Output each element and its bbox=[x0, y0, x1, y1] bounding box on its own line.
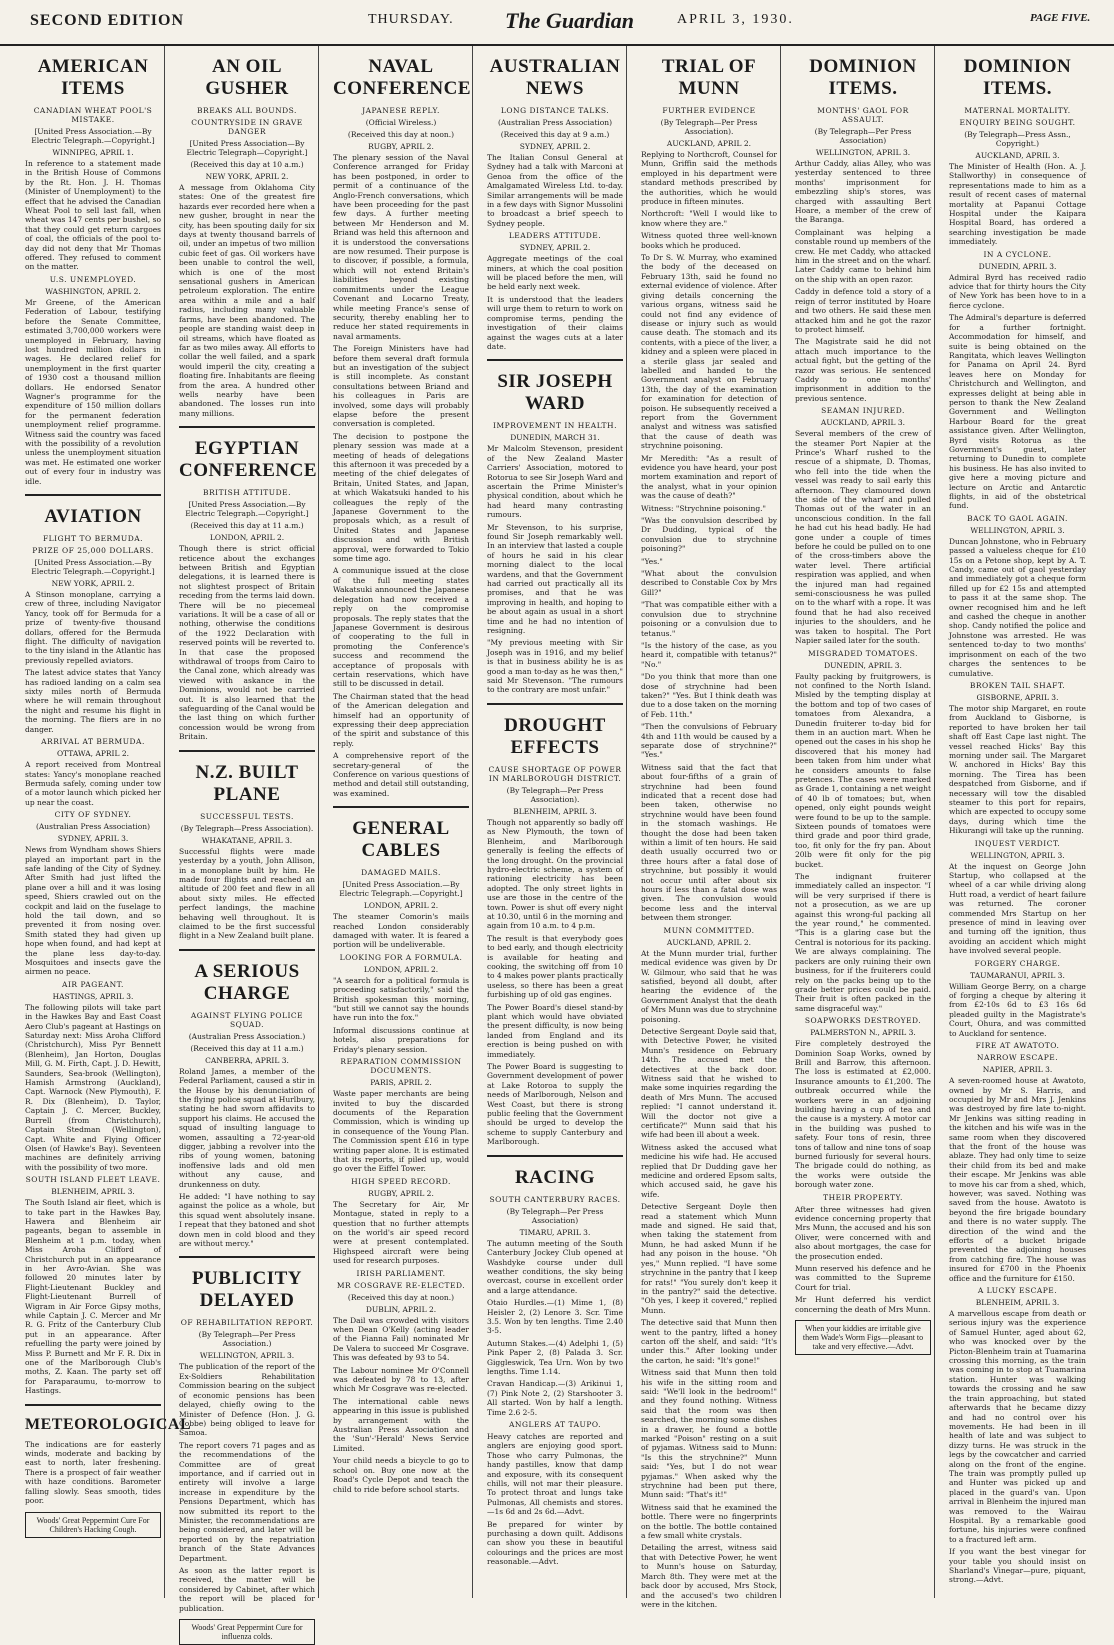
wire-credit: (Received this day at noon.) bbox=[347, 130, 455, 139]
article-paragraph: Waste paper merchants are being invited to buy the discarded documents of the Reparation Commission, which is winding up in consequence of the Young Plan. The Commission spent £16 in type writing paper alone. It is estimated that its reports, if piled up, would go over the Eiffel Tower. bbox=[333, 1089, 469, 1174]
article-paragraph: Arthur Caddy, alias Alley, who was yesterday sentenced to three months' imprisonment for embezzling ship's stores, was charged with assaulting Bert Hoare, a member of the crew of the Baranga. bbox=[795, 159, 931, 225]
advertisement: When your kiddies are irritable give them Wade's Worm Figs—pleasant to take and very effective.—Advt. bbox=[795, 1320, 931, 1355]
article-paragraph: Faulty packing by fruitgrowers, is not confined to the North Island. Misled by the tempting display at the bottom and top of two cases of tomatoes from Alexandra, a Dunedin fruiterer to-day bid for them in an auction mart. When he opened out the cases in his shop he discovered that his money had been taken from him under what he considers amounts to false pretences. The cases were marked as Grade 1, containing a net weight of 40 lb of tomatoes; but, when opened, only eight pounds weight were found to be up to the sample. Sixteen pounds of tomatoes were third grade and poor third grade, too, fit only for the fry pan. About 20lb were fit only for the pig bucket. bbox=[795, 671, 932, 869]
wire-credit: [United Press Association.—By Electric Telegraph.—Copyright.] bbox=[31, 127, 155, 145]
dateline: BLENHEIM, APRIL 3. bbox=[513, 806, 597, 816]
article-paragraph: The publication of the report of the Ex-Soldiers Rehabilitation Commission bearing on the subject of economic pensions has been delayed, chiefly owing to the Minister of Defence (Hon. J. G. Cobbe) being obliged to leave for Samoa. bbox=[179, 1362, 315, 1438]
dateline: DUBLIN, APRIL 2. bbox=[365, 1304, 437, 1314]
article-paragraph: It is understood that the leaders will urge them to return to work on compromise terms, pending the investigation of their claims against the wages cuts at a later date. bbox=[487, 294, 623, 351]
article-paragraph: The indications are for easterly winds, moderate and backing by east to north, later freshening. There is a prospect of fair weather with haze conditions. Barometer falling slowly. Seas smooth, tides poor. bbox=[25, 1439, 161, 1506]
article-paragraph: "That was compatible either with a convulsion due to strychnine poisoning or a convulsion due to tetanus." bbox=[641, 600, 777, 638]
column-7 bbox=[946, 46, 1089, 1598]
wire-credit: (By Telegraph—Per Press Association). bbox=[660, 118, 758, 136]
columns-area bbox=[22, 46, 1102, 1642]
subheading: CANADIAN WHEAT POOL'S MISTAKE. bbox=[33, 106, 153, 124]
subheading: FLIGHT TO BERMUDA. bbox=[42, 534, 144, 543]
subheading: HIGH SPEED RECORD. bbox=[351, 1176, 451, 1186]
subheading: INQUEST VERDICT. bbox=[974, 838, 1061, 848]
headline: N.Z. BUILT PLANE bbox=[195, 761, 299, 805]
article-paragraph: Witness: "Strychnine poisoning." bbox=[641, 503, 766, 513]
dateline: DUNEDIN, APRIL 3. bbox=[978, 261, 1057, 271]
subheading: BRITISH ATTITUDE. bbox=[203, 488, 291, 498]
article-paragraph: The Power Board's diesel stand-by plant which would have obviated the present difficulty, is now being landed from England and its erection is being pushed on with immediately. bbox=[487, 1002, 623, 1059]
column-rule bbox=[179, 949, 315, 951]
article-paragraph: Aggregate meetings of the coal miners, at which the coal position will be placed before the men, will be held early next week. bbox=[487, 254, 623, 292]
article-paragraph: "Is the history of the case, as you heard it, compatible with tetanus?" "No." bbox=[641, 640, 777, 669]
subheading: PRIZE OF 25,000 DOLLARS. bbox=[32, 546, 154, 555]
wire-credit: (By Telegraph—Press Assn., Copyright.) bbox=[964, 130, 1071, 148]
newspaper-title: The Guardian bbox=[505, 8, 634, 33]
subheading: CITY OF SYDNEY. bbox=[54, 810, 132, 820]
wire-credit: (Received this day at 10 a.m.) bbox=[190, 160, 304, 169]
dateline: AUCKLAND, APRIL 2. bbox=[666, 937, 752, 947]
article-paragraph: "Do you think that more than one dose of strychnine had been taken?" "Yes. But I think death was due to a dose taken on the morning of Feb. 11th." bbox=[641, 672, 777, 719]
subheading: OF REHABILITATION REPORT. bbox=[180, 1318, 314, 1328]
article-paragraph: A report received from Montreal states: Yancy's monoplane reached Bermuda safely, coming under tow of a motor launch which picked her up near the coast. bbox=[25, 760, 161, 807]
article-paragraph: As soon as the latter report is received, the matter will be considered by Cabinet, after which the report will be placed for publication. bbox=[179, 1566, 315, 1613]
advertisement: Woods' Great Peppermint Cure For Children's Hacking Cough. bbox=[25, 1512, 161, 1538]
article-paragraph: Roland James, a member of the Federal Parliament, caused a stir in the House by his denunciation of the flying police squad at Hurlbury, stating he had sworn affidavits to support his claims. He accused the squad of insulting language to women, assaulting a 72-year-old digger, jabbing a revolver into the ribs of young women, batoning inoffensive lads and old men without any cause, and drunkenness on duty. bbox=[179, 1066, 315, 1189]
dateline: DUNEDIN, APRIL 3. bbox=[824, 660, 902, 670]
headline: RACING bbox=[514, 1166, 596, 1188]
wire-credit: (Received this day at 9 a.m.) bbox=[500, 130, 610, 139]
dateline: BLENHEIM, APRIL 3. bbox=[51, 1187, 135, 1197]
article-paragraph: News from Wyndham shows Shiers played an important part in the safe landing of the City of Sydney. After Smith had just lifted the plane over a hill and it was losing speed, Shiers crawled out on the cockpit and laid on the fuselage to hold the tail down, and so prevented it from nosing over. Smith stated they had given up hope when found, and had kept at the plane less day-to-day. Mosquitoes and insects gave the airmen no peace. bbox=[25, 845, 161, 977]
article-paragraph: The Admiral's departure is deferred for a further fortnight. Accommodation for himself, and suite is being obtained on the Rangitata, which leaves Wellington for Panama on April 24. Byrd leaves here on Monday for Christchurch and Wellington, and expresses delight at being able in person to thank the New Zealand Government and Wellington Harbour Board for the great assistance given. After Wellington, Byrd visits Rotorua as the Government's guest, later returning to Dunedin to complete his business. He has also invited to give here a moving picture and lecture on Arctic and Antarctic flights, in aid of the obstetrical fund. bbox=[949, 313, 1086, 511]
dateline: AUCKLAND, APRIL 3. bbox=[975, 151, 1060, 160]
headline: DROUGHT EFFECTS bbox=[504, 714, 606, 758]
edition-label: SECOND EDITION bbox=[30, 12, 185, 29]
column-1 bbox=[22, 46, 192, 1598]
dateline: AUCKLAND, APRIL 2. bbox=[666, 139, 752, 148]
article-paragraph: Witness said that he examined the bottle. There were no fingerprints on the bottle. The bottle contained a few small white crystals. bbox=[641, 1502, 777, 1541]
column-rule bbox=[487, 359, 623, 361]
dateline: OTTAWA, APRIL 2. bbox=[56, 749, 130, 759]
subheading: ARRIVAL AT BERMUDA. bbox=[41, 737, 145, 747]
subheading: MISGRADED TOMATOES. bbox=[808, 648, 918, 658]
subheading: MR COSGRAVE RE-ELECTED. bbox=[336, 1280, 466, 1290]
article-paragraph: "Was the convulsion described by Dr Dudding, typical of the convulsion due to strychnine poisoning?" bbox=[641, 516, 777, 554]
headline: AUSTRALIAN NEWS bbox=[489, 56, 621, 99]
advertisement: Woods' Great Peppermint Cure for influenza colds. bbox=[179, 1619, 315, 1645]
subheading: LONG DISTANCE TALKS. bbox=[500, 106, 610, 115]
article-paragraph: Though there is strict official reticence about the exchanges between British and Egyptian delegations, it is learned there is not slightest prospect of Britain receding from the terms laid down. There will be no piecemeal variations. It will be a case of all or nothing, otherwise the conditions of the 1922 Declaration with reserved points will be reverted to. In that case the proposed withdrawal of troops from Cairo to the Canal zone, which already was viewed with askance in the Dominions, would not be carried out. It is also learned that the safeguarding of the Canal would be the last thing on which further concession would be wrong from Britain. bbox=[179, 544, 315, 742]
wire-credit: [United Press Association.—By Electric Telegraph.—Copyright.] bbox=[185, 500, 309, 519]
article-paragraph: The Chairman stated that the head of the American delegation and himself had an opportunity of expressing their deep appreciation of the spirit and substance of this reply. bbox=[333, 691, 469, 748]
article-paragraph: A communique issued at the close of the full meeting states Wakatsuki announced the Japanese delegation had now received a reply on the compromise proposals. The reply states that the Japanese Government is desirous of cooperating to the full in promoting the Conference's success and recommend the acceptance of proposals with certain reservations, which have still to be discussed in detail. bbox=[333, 566, 469, 689]
article-paragraph: The report covers 71 pages and as the recommendations of the Committee are of great importance, and if carried out in entirety will involve a large increase in expenditure by the Pensions Department, which has now submitted its report to the Minister, the recommendations are being considered, and later will be reported on by the repatriation branch of the State Advances Department. bbox=[179, 1440, 315, 1563]
article-paragraph: "Then the convulsions of February 4th and 11th would be caused by a separate dose of strychnine?" "Yes." bbox=[641, 722, 777, 760]
article-paragraph: Mr Greene, of the American Federation of Labour, testifying before the Senate Committee, estimated 3,700,000 workers were unemployed in February, having lost hundred million dollars in wages. He declared relief for unemployment in the first quarter of 1930 cost a thousand million dollars. He endorsed Senator Wagner's programme for the expenditure of 150 million dollars for the permanent federation unemployment relief programme. Witness said the country was faced with the possibility of a revolution unless the unemployment situation was met. He estimated one worker out of every four in industry was idle. bbox=[25, 297, 161, 486]
dateline: RUGBY, APRIL 2. bbox=[368, 1188, 434, 1198]
dateline: WELLINGTON, APRIL 3. bbox=[815, 148, 911, 157]
subheading: IN A CYCLONE. bbox=[983, 249, 1052, 259]
article-paragraph: After three witnesses had given evidence concerning property that Mrs Munn, the accused and his son Oliver, were concerned with and also about mortgages, the case for the prosecution ended. bbox=[795, 1204, 931, 1261]
subheading: SOUTH ISLAND FLEET LEAVE. bbox=[25, 1175, 161, 1185]
headline: EGYPTIAN CONFERENCE bbox=[179, 438, 318, 482]
dateline: SYDNEY, APRIL 2. bbox=[519, 243, 591, 253]
article-paragraph: The latest advice states that Yancy has radioed landing on a calm sea sixty miles north of Bermuda where he will remain throughout the night and resume his flight in the morning. The fliers are in no danger. bbox=[25, 668, 161, 734]
subheading: IRISH PARLIAMENT. bbox=[356, 1268, 446, 1278]
dateline: WHAKATANE, APRIL 3. bbox=[201, 835, 293, 845]
article-paragraph: Though not apparently so badly off as New Plymouth, the town of Blenheim, and Marlborough generally is feeling the effects of the long drought. On the provincial hydro-electric scheme, a system of rationing electricity has been adopted. The only street lights in use are those in the centre of the town. Power is shut off every night at 10.30, until 6 in the morning and again from 10 a.m. to 4 p.m. bbox=[487, 817, 623, 931]
subheading: JAPANESE REPLY. bbox=[362, 106, 440, 115]
article-paragraph: The decision to postpone the plenary session was made at a meeting of heads of delegations this afternoon it was preceded by a meeting of the chief delegates of Britain, United States, and Japan, at which Wakatsuki handed to his colleagues the reply of the Japanese Government to the proposals which, as a result of United States and Japanese discussion and with British approval, were forwarded to Tokio some time ago. bbox=[333, 431, 469, 564]
subheading: FURTHER EVIDENCE bbox=[662, 106, 756, 115]
subheading: BREAKS ALL BOUNDS. bbox=[197, 106, 297, 115]
wire-credit: (Received this day at noon.) bbox=[347, 1292, 455, 1302]
headline: GENERAL CABLES bbox=[352, 818, 450, 862]
article-paragraph: Admiral Byrd has received radio advice that for thirty hours the City of New York has been hove to in a fierce cyclone. bbox=[949, 272, 1086, 310]
column-rule bbox=[333, 806, 469, 808]
subheading: U.S. UNEMPLOYED. bbox=[49, 274, 137, 284]
article-paragraph: Complainant was helping a constable round up members of the crew. He met Caddy, who attacked him in the street and on the wharf. Later Caddy came to behind him on the ship with an open razor. bbox=[795, 227, 931, 284]
page-number: PAGE FIVE. bbox=[1030, 12, 1091, 24]
headline: A SERIOUS CHARGE bbox=[194, 960, 300, 1004]
article-paragraph: "What about the convulsion described to Constable Cox by Mrs Gill?" bbox=[641, 569, 777, 597]
article-paragraph: The detective said that Munn then went to the pantry, lifted a honey carton off the shelf, and said: "It's under this." After looking under the carton, he said: "It's gone!" bbox=[641, 1318, 777, 1365]
article-paragraph: The Italian Consul General at Sydney had a talk with Marconi at Genoa from the office of the Amalgamated Wireless Ltd. to-day. Similar arrangements will be made in a few days with Signor Mussolini to broadcast a brief speech to Sydney people. bbox=[487, 153, 623, 228]
column-3 bbox=[330, 46, 473, 1598]
dateline: BLENHEIM, APRIL 3. bbox=[975, 1298, 1060, 1308]
article-paragraph: Detective Sergeant Doyle said that, with Detective Power, he visited Munn's residence on February 14th. The accused met the detectives at the back door. Witness said that he wished to make some inquiries regarding the death of Mrs Munn. The accused replied: "I cannot understand it. Will the doctor not give a certificate?" Munn said that his wife had been ill about a week. bbox=[641, 1026, 777, 1140]
wire-credit: (Australian Press Association) bbox=[35, 822, 151, 832]
dateline: WINNIPEG, APRIL 1. bbox=[52, 148, 134, 157]
wire-credit: (By Telegraph—Per Press Association) bbox=[814, 127, 912, 145]
column-6 bbox=[792, 46, 935, 1598]
dateline: RUGBY, APRIL 2. bbox=[368, 142, 434, 151]
subheading: ANGLERS AT TAUPO. bbox=[509, 1420, 601, 1429]
article-paragraph: "Yes." bbox=[641, 556, 663, 566]
subheading: AGAINST FLYING POLICE SQUAD. bbox=[190, 1010, 304, 1029]
article-paragraph: Witness quoted three well-known books which he produced. bbox=[641, 231, 777, 250]
subheading: LEADERS ATTITUDE. bbox=[508, 231, 602, 241]
article-paragraph: To Dr S. W. Murray, who examined the body of the deceased on February 13th, said he found no external evidence of violence. After giving details concerning the various organs, witness said he could not find any evidence of disease or injury such as would cause death. The stomach and its contents, with a piece of the liver, a kidney and a spleen were placed in a sterile glass jar sealed and labelled and handed to the Government analyst on February 13th, the day of the examination for examination for detection of poison. He subsequently received a report from the Government analyst and witness was satisfied that the cause of death was strychnine poisoning. bbox=[641, 253, 777, 451]
article-paragraph: "A search for a political formula is proceeding satisfactorily," said the British spokesman this morning, "but still we cannot say the hounds have run into the fox." bbox=[333, 975, 469, 1023]
subheading: IMPROVEMENT IN HEALTH. bbox=[493, 421, 617, 431]
article-paragraph: Witness said that the fact that about four-fifths of a grain of strychnine had been found indicated that a recent dose had been taken, otherwise no strychnine would have been found in the stomach washings. He thought the dose had been taken within a limit of ten hours. He said death usually occurred two or three hours after a fatal dose of strychnine, but possibly it would not occur until after about six hours if less than a fatal dose was given. The convulsion would become less and the interval between them stronger. bbox=[641, 762, 777, 923]
column-rule bbox=[487, 1155, 623, 1157]
column-rule bbox=[179, 426, 315, 428]
dateline: WELLINGTON, APRIL 3. bbox=[970, 525, 1065, 535]
article-paragraph: At the Munn murder trial, further medical evidence was given by Dr W. Gilmour, who said that he was satisfied, beyond all doubt, after hearing the evidence of the Government Analyst that the death of Mrs Munn was due to strychnine poisoning. bbox=[641, 948, 777, 1024]
wire-credit: (By Telegraph—Per Press Association) bbox=[506, 1206, 604, 1225]
wire-credit: (Received this day at 11 a.m.) bbox=[190, 1043, 304, 1053]
subheading: A LUCKY ESCAPE. bbox=[977, 1286, 1058, 1296]
article-paragraph: Be prepared for winter by purchasing a down quilt. Addisons can show you these in beautiful colourings and the prices are most reasonable.—Advt. bbox=[487, 1519, 623, 1567]
headline: METEOROLOGICAL bbox=[25, 1415, 192, 1433]
headline: AVIATION bbox=[44, 506, 142, 527]
subheading: COUNTRYSIDE IN GRAVE DANGER bbox=[191, 118, 303, 136]
headline: SIR JOSEPH WARD bbox=[497, 371, 613, 415]
subheading: SOAPWORKS DESTROYED. bbox=[804, 1016, 922, 1026]
article-paragraph: Mr Hunt deferred his verdict concerning the death of Mrs Munn. bbox=[795, 1295, 931, 1314]
article-paragraph: Otaio Hurdles.—(1) Mime 1, (8) Heisler 2, (2) Lenore 3. Scr. Time 3.5. Won by ten lengths. Time 2.40 3-5. bbox=[487, 1298, 623, 1336]
article-paragraph: Autumn Stakes.—(4) Adelphi 1, (5) Pink Paper 2, (8) Palada 3. Scr. Giggleswick, Tea Urn. Won by two lengths. Time 1.14. bbox=[487, 1338, 623, 1376]
article-paragraph: Cravan Handicap.—(3) Arikinui 1, (7) Pink Note 2, (2) Starshooter 3. All started. Won by half a length. Time 2.6 2-5. bbox=[487, 1379, 623, 1417]
subheading: SUCCESSFUL TESTS. bbox=[200, 811, 294, 821]
subheading: REPARATION COMMISSION DOCUMENTS. bbox=[340, 1057, 462, 1076]
article-paragraph: Several members of the crew of the steamer Port Napier at the Prince's Wharf rushed to the rescue of a shipmate, D. Thomas, who fell into the tide when the vessel was ready to sail early this afternoon. They clamoured down the side of the wharf and pulled Thomas out of the water in an unconscious condition. In the fall he had cut his head badly. He had gone under a couple of times before he could be pulled on to one of the cross-timbers above the water level. There artificial respiration was applied, and when the injured man had regained semi-consciousness he was pulled on to the wharf with a rope. It was found that he had also received injuries to the shoulders, and he was taken to hospital. The Port Napier sailed later for the south. bbox=[795, 429, 931, 646]
column-rule bbox=[179, 750, 315, 752]
article-paragraph: Detailing the arrest, witness said that with Detective Power, he went to Munn's house on Saturday, March 8th. They were met at the back door by accused, Mrs Stock, and the accused's two children were in the kitchen. bbox=[641, 1543, 777, 1609]
article-paragraph: The Minister of Health (Hon. A. J. Stallworthy) in consequence of representations made to him as a result of recent cases of maternal mortality at Papanui Cottage Hospital under the Kaipara Hospital Board, has ordered a searching investigation be made immediately. bbox=[949, 162, 1086, 247]
article-paragraph: Caddy in defence told a story of a reign of terror instituted by Hoare and two others. He said these men attacked him and he got the razor to protect himself. bbox=[795, 287, 931, 334]
subheading: MONTHS' GAOL FOR ASSAULT. bbox=[817, 106, 909, 124]
subheading: ENQUIRY BEING SOUGHT. bbox=[959, 118, 1076, 127]
dateline: WELLINGTON, APRIL 3. bbox=[970, 850, 1065, 860]
article-paragraph: The Secretary for Air, Mr Montague, stated in reply to a question that no further attempts on the world's air speed record were at present contemplated. Highspeed aircraft were being used for research purposes. bbox=[333, 1199, 469, 1266]
article-paragraph: The Labour nominee Mr O'Connell was defeated by 78 to 13, after which Mr Cosgrave was re-elected. bbox=[333, 1365, 469, 1394]
article-paragraph: Northcroft: "Well I would like to know where they are." bbox=[641, 209, 777, 228]
article-paragraph: A message from Oklahoma City states: One of the greatest fire hazards ever recorded here when a new gusher, brought in near the city, has been spouting daily for six days at twenty thousand barrels of oil, under an impetus of two million cubic feet of gas. Oil workers have been unable to control the well, which is one of the most sensational gushers in American petroleum exploration. The entire area within a mile and a half radius, including many valuable farms, have been abandoned. The people are standing waist deep in oil streams, which have floated as far as two miles away. All efforts to collar the well failed, and a spark would imperil the city, creating a floating fire. Inhabitants are fleeing from the area. A hundred other wells nearby have been abandoned. The losses run into many millions. bbox=[179, 183, 315, 418]
wire-credit: (Australian Press Association.) bbox=[188, 1031, 306, 1041]
dateline: LONDON, APRIL 2. bbox=[363, 964, 439, 974]
headline: NAVAL CONFERENCE bbox=[333, 56, 472, 99]
article-paragraph: In reference to a statement made in the British House of Commons by the Rt. Hon. J. H. Thomas (Minister of Unemployment) to the effect that he advised the Canadian Wheat Pool to sell last fall, when wheat was 147 cents per bushel, so that they could get return cargoes of coal, the officials of the pool to-day did not deny that Mr Thomas offered. They refused to comment on the matter. bbox=[25, 159, 161, 272]
article-paragraph: Your child needs a bicycle to go to school on. Buy one now at the Road's Cycle Depot and teach the child to ride before school starts. bbox=[333, 1456, 469, 1494]
dateline: PARIS, APRIL 2. bbox=[370, 1078, 432, 1088]
subheading: DAMAGED MAILS. bbox=[361, 868, 441, 878]
article-paragraph: The Power Board is suggesting to Government development of power at Lake Rotoroa to supply the needs of Marlborough, Nelson and West Coast, but there is strong public feeling that the Government should be urged to develop the scheme to supply Canterbury and Marlborough. bbox=[487, 1062, 623, 1147]
subheading: SEAMAN INJURED. bbox=[821, 406, 905, 416]
headline: PUBLICITY DELAYED bbox=[191, 1268, 303, 1312]
column-5 bbox=[638, 46, 781, 1609]
subheading: CAUSE SHORTAGE OF POWER IN MARLBOROUGH DISTRICT. bbox=[488, 764, 622, 783]
headline: TRIAL OF MUNN bbox=[661, 56, 757, 99]
dateline: LONDON, APRIL 2. bbox=[363, 901, 439, 911]
column-4 bbox=[484, 46, 627, 1598]
weekday-label: THURSDAY. bbox=[368, 12, 454, 27]
headline: AN OIL GUSHER bbox=[205, 56, 289, 99]
article-paragraph: The indignant fruiterer immediately called an inspector. "I will be very surprised if there is not a prosecution, as we are up against this wrong-ful packing all the year round," he commented. "This is a glaring case but the Central is notorious for its packing. We are always complaining. The packers are only ruining their own business, for if the fruiterers could rely on the packs being up to the grade better prices could be paid. Their fruit is often packed in the same disgraceful way." bbox=[795, 872, 931, 1013]
subheading: LOOKING FOR A FORMULA. bbox=[339, 952, 463, 962]
article-paragraph: Fire completely destroyed the Dominion Soap Works, owned by Brill and Barrow, this afternoon. The loss is estimated at £2,000. Insurance amounts to £1,200. The outbreak occurred while the workers were in an adjoining building having a cup of tea and the cause is a mystery. A motor car in the building was pushed to safety. Four tons of resin, three tons of tallow and nine tons of soap burned furiously for several hours. The brigade could do nothing, as the works were outside the borough water zone. bbox=[795, 1039, 931, 1190]
dateline: HASTINGS, APRIL 3. bbox=[52, 991, 134, 1001]
article-paragraph: Duncan Johnstone, who in February passed a valueless cheque for £10 15s on a Petone shop, kept by A. T. Candy, came out of gaol yesterday and immediately got a cheque form filled up for £2 15s and attempted to pass it at the same shop. The owner recognised him and he left and cashed the cheque in another shop. Candy notified the police and Johnstone was arrested. He was sentenced to-day to two months' imprisonment on each of the two charges the sentences to be cumulative. bbox=[949, 536, 1086, 678]
column-rule bbox=[25, 1404, 161, 1406]
wire-credit: (By Telegraph—Press Association). bbox=[180, 823, 314, 833]
wire-credit: (Official Wireless.) bbox=[365, 118, 437, 127]
article-paragraph: At the inquest on George John Startup, who collapsed at the wheel of a car while driving along Hutt road, a verdict of heart failure was returned. The coroner commended Mrs Startup on her presence of mind in leaving over and turning off the ignition, thus avoiding an accident which might have involved several people. bbox=[949, 861, 1086, 956]
subheading: FIRE AT AWATOTO. bbox=[975, 1041, 1060, 1051]
wire-credit: (Australian Press Association) bbox=[497, 118, 613, 127]
column-2 bbox=[176, 46, 319, 1642]
article-paragraph: Witness said that Munn then told his wife in the sitting room and said: "We'll look in the bedroom!" and they found nothing. Witness said that the room was then searched, the morning some dishes in a drawer, he found a bottle marked "Poison" resting on a suit of pyjamas. Witness said to Munn: "Is this the strychnine?" Munn said: "Yes, but I do not wear pyjamas." When asked why the strychnine had been put there, Munn said: "That's it!" bbox=[641, 1368, 777, 1500]
article-paragraph: Mr Meredith: "As a result of evidence you have heard, your post mortem examination and report of the analyst, what in your opinion was the cause of death?" bbox=[641, 453, 777, 501]
article-paragraph: The steamer Comorin's mails reached London considerably damaged with water. It is feared a portion will be undeliverable. bbox=[333, 912, 469, 950]
issue-date: APRIL 3, 1930. bbox=[677, 12, 794, 27]
dateline: TAUMARANUI, APRIL 3. bbox=[970, 970, 1065, 980]
dateline: CANBERRA, APRIL 3. bbox=[205, 1055, 289, 1065]
subheading: MATERNAL MORTALITY. bbox=[964, 106, 1071, 115]
dateline: NEW YORK, APRIL 2. bbox=[205, 172, 289, 181]
wire-credit: (Received this day at 11 a.m.) bbox=[190, 521, 304, 531]
column-rule bbox=[487, 703, 623, 705]
dateline: WELLINGTON, APRIL 3. bbox=[199, 1351, 295, 1361]
article-paragraph: Detective Sergeant Doyle then read a statement which Munn made and signed. He said that, when taking the statement from Munn, he had asked Munn if he had any poison in the house. "Oh yes," Munn replied. "I have some strychnine in the pantry that I keep for rats!" "You surely don't keep it in the pantry?" said the detective. "Oh yes, I keep it covered," replied Munn. bbox=[641, 1202, 777, 1315]
dateline: AUCKLAND, APRIL 3. bbox=[820, 418, 906, 428]
headline: AMERICAN ITEMS bbox=[37, 56, 149, 99]
subheading: BACK TO GAOL AGAIN. bbox=[967, 513, 1068, 523]
article-paragraph: A comprehensive report of the secretary-general of the Conference on various questions of method and detail still outstanding, was examined. bbox=[333, 751, 469, 798]
dateline: NAPIER, APRIL 3. bbox=[982, 1065, 1053, 1075]
dateline: LONDON, APRIL 2. bbox=[209, 533, 285, 543]
article-paragraph: Replying to Northcroft, Counsel for Munn, Griffin said the methods employed in his department were standard methods prescribed by the authorities, which he would produce in fifteen minutes. bbox=[641, 150, 777, 207]
masthead bbox=[0, 0, 1114, 46]
article-paragraph: Munn reserved his defence and he was committed to the Supreme Court for trial. bbox=[795, 1264, 931, 1292]
dateline: DUNEDIN, MARCH 31. bbox=[510, 433, 600, 443]
wire-credit: [United Press Association.—By Electric Telegraph.—Copyright.] bbox=[31, 558, 155, 576]
article-paragraph: The motor ship Margaret, en route from Auckland to Gisborne, is reported to have broken her tail shaft off East Cape last night. The vessel reached Hicks' Bay this morning under sail. The Margaret W. anchored in Hicks' Bay this morning. The Tirea has been despatched from Gisborne, and if necessary will tow the disabled steamer to this port for repairs, which are expected to occupy some days, during which time the Hikurangi will take up the running. bbox=[949, 703, 1086, 836]
article-paragraph: Witness asked the accused what medicine his wife had. He accused replied that Dr Dudding gave her medicine and ordered Epsom salts, which accused said, he gave his wife. bbox=[641, 1142, 777, 1199]
column-rule bbox=[25, 494, 161, 496]
article-paragraph: William George Berry, on a charge of forging a cheque by altering it from £2-10s 6d to £3 16s 6d pleaded guilty in the Magistrate's Court, Ohura, and was committed to Auckland for sentence. bbox=[949, 981, 1086, 1038]
article-paragraph: A marvellous escape from death or serious injury was the experience of Samuel Hunter, aged about 62, who was knocked over by the Picton-Blenheim train at Tuamarina crossing this morning, as the train was coming in to stop at Tuamarina station. Hunter was walking towards the crossing and he saw the train approaching, but stated afterwards that he became dizzy and had no control over his movements. He had been in ill health of late and was subject to dizzy turns. He was struck in the legs by the cowcatcher and carried along on the front of the engine. The train was promptly pulled up and Hunter was picked up and placed in the guard's van. Upon arrival in Blenheim the injured man was removed to the Wairau Hospital. By a remarkable good fortune, his injuries were confined to a fractured left arm. bbox=[949, 1309, 1086, 1544]
article-paragraph: Mr Stevenson, to his surprise, found Sir Joseph remarkably well. In an interview that lasted a couple of hours he said in his clear morning dialect to the local wardens, and that the Government had carried out practically all its promises, and that he was improving in health, and hoping to be about again as usual in a short time and he had no intention of resigning. bbox=[487, 522, 623, 636]
wire-credit: (By Telegraph—Per Press Association). bbox=[506, 785, 604, 804]
article-paragraph: The autumn meeting of the South Canterbury Jockey Club opened at Washdyke course under dull weather conditions, the sky being overcast, course in excellent order and a large attendance. bbox=[487, 1238, 623, 1295]
headline: DOMINION ITEMS. bbox=[809, 56, 917, 99]
article-paragraph: The international cable news appearing in this issue is published by arrangement with the Australian Press Association and the 'Sun'-'Herald' News Service Limited. bbox=[333, 1396, 469, 1453]
article-paragraph: Mr Malcolm Stevenson, president of the New Zealand Master Carriers' Association, motored to Rotorua to see Sir Joseph Ward and ascertain the Prime Minister's physical condition, about which he had heard many contrasting rumours. bbox=[487, 444, 623, 520]
dateline: SYDNEY, APRIL 3. bbox=[57, 834, 129, 844]
article-paragraph: The result is that everybody goes to bed early, and though electricity is available for heating and cooking, the switching off from 10 to 4 makes power plants practically useless, so there has been a great furbishing up of old gas engines. bbox=[487, 933, 623, 1000]
dateline: WASHINGTON, APRIL 2. bbox=[45, 286, 141, 296]
article-paragraph: "My previous meeting with Sir Joseph was in 1916, and my belief is that in business ability he is as good a man to-day as he was then," said Mr Stevenson. "The rumours to the contrary are most unfair." bbox=[487, 638, 623, 695]
dateline: SYDNEY, APRIL 2. bbox=[519, 142, 591, 151]
column-rule bbox=[179, 1256, 315, 1258]
article-paragraph: He added: "I have nothing to say against the police as a whole, but this squad went absolutely insane. I repeat that they batoned and shot down men in cold blood and they are without mercy." bbox=[179, 1192, 315, 1249]
wire-credit: [United Press Association—By Electric Telegraph—Copyright.] bbox=[186, 139, 308, 157]
subheading: MUNN COMMITTED. bbox=[663, 925, 755, 935]
article-paragraph: The South Island air fleet, which is to take part in the Hawkes Bay, Hawera and Blenheim air pageants, began to assemble in Blenheim at 1 p.m. today, when Miss Aroha Clifford of Christchurch put in an appearance in her Avro-Avian. She was followed 20 minutes later by Flight-Lieutenant Buckley and Flight-Lieutenant Burrell of Wigram in Air Force Gipsy moths, while Captain J. C. Mercer and Mr R. G. Fritz of the Canterbury Club put in an appearance. After refuelling the party were joined by Miss P. Burnett and Mr F. R. Dix in one of the Marlborough Club's moths, Z. Kaan. The party set off for Paraparaumu, to-morrow to Hastings. bbox=[25, 1198, 161, 1396]
subheading: NARROW ESCAPE. bbox=[976, 1053, 1059, 1063]
dateline: TIMARU, APRIL 3. bbox=[519, 1227, 591, 1237]
article-paragraph: A seven-roomed house at Awatoto, owned by Mr S. Harris, and occupied by Mr and Mrs J. Jenkins was destroyed by fire late to-night. Mr Jenkins was sitting reading in the kitchen and his wife was in the same room when they discovered that the front of the house was ablaze. They had only time to seize their child from its bed and make their escape. Mr Jenkins was able to move his car from a shed, which, however, was saved. Nothing was saved from the house. Awatoto is beyond the fire brigade boundary and there is no water supply. The direction of the wind and the efforts of a bucket brigade prevented the adjoining houses from catching fire. The house was insured for £700 in the Phoenix office and the furniture for £150. bbox=[949, 1076, 1086, 1283]
dateline: PALMERSTON N., APRIL 3. bbox=[810, 1028, 916, 1038]
subheading: THEIR PROPERTY. bbox=[823, 1192, 903, 1202]
article-paragraph: Successful flights were made yesterday by a youth, John Allison, in a monoplane built by him. He made four flights and reached an altitude of 200 feet and flew in all about sixty miles. He effected perfect landings, the machine behaving well throughout. It is claimed to be the first successful flight in a New Zealand built plane. bbox=[179, 846, 315, 941]
article-paragraph: A Stinson monoplane, carrying a crew of three, including Navigator Yancy, took off for Bermuda for a prize of twenty-five thousand dollars, offered for the Bermuda flight. The difficulty of navigation to the tiny island in the Atlantic has previously repelled aviators. bbox=[25, 590, 162, 665]
wire-credit: [United Press Association.—By Electric Telegraph.—Copyright.] bbox=[339, 880, 463, 899]
subheading: AIR PAGEANT. bbox=[62, 979, 124, 989]
article-paragraph: Heavy catches are reported and anglers are enjoying good sport. Those who carry Pulmonas, the handy pastilles, know that damp and exposure, with its consequent chills, will not mar their pleasure. To protect throat and lungs take Pulmonas, All chemists and stores.—1s 6d and 2s 6d.—Advt. bbox=[487, 1432, 623, 1517]
article-paragraph: The plenary session of the Naval Conference arranged for Friday has been postponed, in order to permit of a continuance of the Anglo-French conversations, which have been proceeding for the past few days. A further meeting between Mr Henderson and M. Briand was held this afternoon and it is understood the conversations are now resumed. Their purpose is to discover, if possible, a formula, which will not extend Britain's liabilities beyond existing commitments under the League Covenant and Locarno Treaty, while meeting France's sense of security, thereby enabling her to reduce her stated requirements in naval armaments. bbox=[333, 153, 469, 341]
subheading: BROKEN TAIL SHAFT. bbox=[969, 680, 1066, 690]
subheading: FORGERY CHARGE. bbox=[974, 958, 1061, 968]
article-paragraph: The Foreign Ministers have had before them several draft formula but an investigation of the subject is still incomplete. As constant consultations between Briand and his colleagues in Paris are involved, some days will probably elapse before the present conversation is completed. bbox=[333, 344, 469, 429]
dateline: GISBORNE, APRIL 3. bbox=[976, 692, 1059, 702]
article-paragraph: The following pilots will take part in the Hawkes Bay and East Coast Aero Club's pageant at Hastings on Saturday next: Miss Aroha Clifford (Christchurch), Miss Pyr Bennett (Blenheim), Jan Horton, Douglas Mill, G. M. Firth, Capt. J. D. Hewitt, Saunders, Sea-brook (Wellington), Hamish Armstrong (Auckland), Capt. Warnock (New Plymouth), F. R. Dix (Blenheim), D. Taylor, Captain J. C. Mercer, Buckley, Burrell (from Christchurch), Captain Stedman (Wellington), Capt. White and Flying Officer Olsen (of Hawke's Bay). Seventeen machines are definitely arriving with the possibility of two more. bbox=[25, 1002, 161, 1172]
article-paragraph: The Dail was crowded with visitors when Dean O'Kelly (acting leader of the Fianna Fail) nominated Mr De Valera to succeed Mr Cosgrave. This was defeated by 93 to 54. bbox=[333, 1315, 469, 1363]
wire-credit: (By Telegraph—Per Press Association.) bbox=[198, 1330, 296, 1349]
article-paragraph: If you want the best vinegar for your table you should insist on Sharland's Vinegar—pure, piquant, strong.—Advt. bbox=[949, 1547, 1086, 1585]
headline: DOMINION ITEMS. bbox=[963, 56, 1072, 99]
dateline: NEW YORK, APRIL 2. bbox=[51, 579, 135, 588]
article-paragraph: Informal discussions continue at hotels, also preparations for Friday's plenary session. bbox=[333, 1025, 469, 1054]
subheading: SOUTH CANTERBURY RACES. bbox=[489, 1194, 621, 1204]
article-paragraph: The Magistrate said he did not attach much importance to the actual fight, but the getting of the razor was serious. He sentenced Caddy to one months' imprisonment in addition to the previous sentence. bbox=[795, 337, 931, 403]
